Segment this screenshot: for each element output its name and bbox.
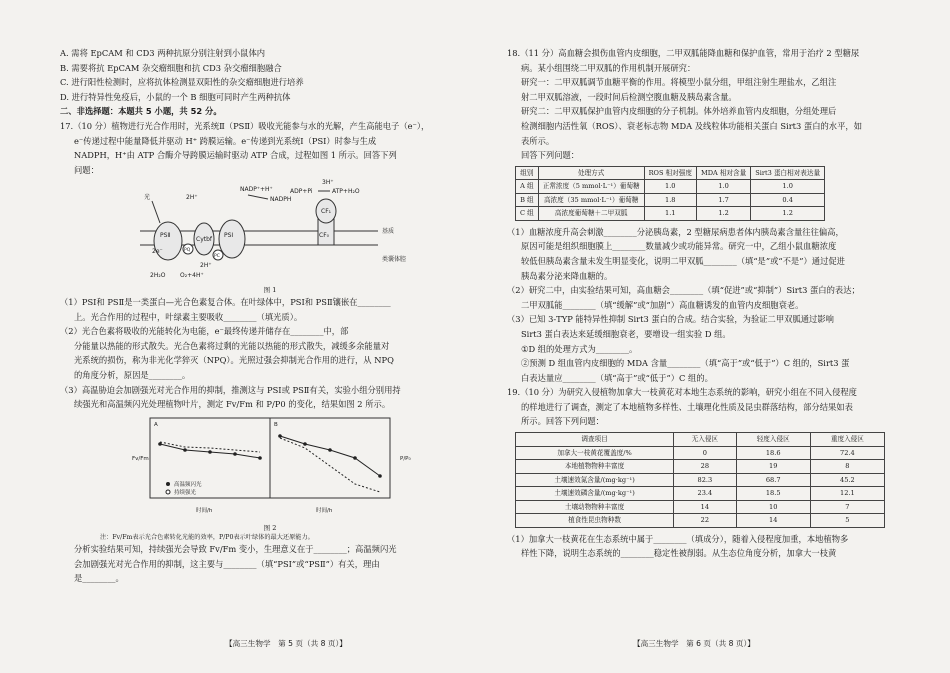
fig2-ylabel-right: P/P₀ bbox=[400, 455, 411, 462]
table-header-row bbox=[516, 433, 885, 447]
table-cell: 1.8 bbox=[644, 193, 696, 207]
table-cell: 0.4 bbox=[751, 193, 825, 207]
q18-1-line4: 胰岛素分泌来降血糖的。 bbox=[521, 270, 613, 281]
q17-2-line1: （2）光合色素将吸收的光能转化为电能，e⁻最终传递并储存在________中，部 bbox=[60, 326, 349, 337]
table-cell: 68.7 bbox=[736, 473, 810, 487]
q17-2-line4: 的角度分析，原因是________。 bbox=[74, 369, 191, 380]
fig2-legend-strong: 持续强光 bbox=[174, 489, 197, 496]
table-header: 组别 bbox=[516, 166, 539, 180]
q17-stem-4: 问题： bbox=[74, 164, 99, 175]
q18-3-line4: ②预测 D 组血管内皮细胞的 MDA 含量________（填“高于”或“低于”）C 组的，Sirt3 蛋 bbox=[521, 358, 850, 369]
q17-analysis-2: 会加剧强光对光合作用的抑制，这主要与________（填“PSⅠ”或“PSⅡ”）有关，理由 bbox=[74, 558, 380, 569]
table-cell: 1.0 bbox=[644, 180, 696, 194]
table-cell: 1.2 bbox=[751, 207, 825, 221]
table-cell: 23.4 bbox=[674, 487, 737, 501]
table-cell: 22 bbox=[674, 514, 737, 528]
fig1-3h-label: 3H⁺ bbox=[322, 179, 334, 187]
q17-stem-2: e⁻传递过程中能量降低并驱动 H⁺ 跨膜运输。e⁻传递到光系统Ⅰ（PSⅠ）时参与生成 bbox=[74, 135, 377, 146]
table-cell: 土壤动物物种丰富度 bbox=[516, 500, 674, 514]
q17-1-line2: 上。光合作用的过程中，叶绿素主要吸收________（填光质）。 bbox=[74, 311, 303, 322]
q18-stem-2: 病。某小组围绕二甲双胍的作用机制开展研究： bbox=[521, 62, 696, 73]
table-cell: 19 bbox=[736, 460, 810, 474]
table-header-row bbox=[516, 166, 825, 180]
table-row bbox=[516, 460, 885, 474]
table-row bbox=[516, 514, 885, 528]
table-row bbox=[516, 193, 825, 207]
fig1-stroma-label: 基质 bbox=[382, 228, 395, 236]
section-heading: 二、非选择题：本题共 5 小题，共 52 分。 bbox=[60, 106, 222, 117]
q18-stem-8: 回答下列问题： bbox=[521, 150, 580, 161]
q18-1-line2: 原因可能是组织细胞膜上________数量减少或功能异常。研究一中，乙组小鼠血糖浓度 bbox=[521, 241, 837, 252]
table-cell: 8 bbox=[810, 460, 884, 474]
fig1-h-top: 2H⁺ bbox=[186, 194, 198, 202]
q17-stem-3: NADPH，H⁺由 ATP 合酶介导跨膜运输时驱动 ATP 合成，过程如图 1 所示。回答下列 bbox=[74, 150, 397, 161]
figure-1-caption: 图 1 bbox=[263, 285, 277, 294]
table-cell: 18.6 bbox=[736, 446, 810, 460]
table-cell: 45.2 bbox=[810, 473, 884, 487]
fig2-panel-a: A bbox=[154, 421, 158, 428]
fig1-o2-label: O₂+4H⁺ bbox=[180, 272, 204, 280]
table-header: 重度入侵区 bbox=[810, 433, 884, 447]
table-cell: 0 bbox=[674, 446, 737, 460]
fig1-lumen-label: 类囊体腔 bbox=[382, 256, 407, 264]
table-cell: 土壤速效磷含量/(mg·kg⁻¹) bbox=[516, 487, 674, 501]
q18-3-line1: （3）已知 3-TYP 能特异性抑制 Sirt3 蛋白的合成。结合实验，为验证二甲双胍通过影响 bbox=[507, 314, 834, 325]
q18-1-line1: （1）血糖浓度升高会刺激________分泌胰岛素，2 型糖尿病患者体内胰岛素含量往往偏高， bbox=[507, 226, 844, 237]
fig2-xlabel-a: 时间/h bbox=[196, 507, 213, 514]
fig1-ps2-label: PSⅡ bbox=[160, 232, 171, 240]
table-cell: 18.5 bbox=[736, 487, 810, 501]
q19-1-line1: （1）加拿大一枝黄花在生态系统中属于________（填成分），随着入侵程度加重，本地植物多 bbox=[507, 533, 849, 544]
fig2-ylabel-left: Fv/Fm bbox=[132, 455, 149, 462]
table-cell: 28 bbox=[674, 460, 737, 474]
figure-1-diagram bbox=[60, 179, 480, 281]
table-cell: 7 bbox=[810, 500, 884, 514]
q17-3-line2: 续强光和高温频闪光处理植物叶片，测定 Fv/Fm 和 P/P0 的变化，结果如图 2 所示。 bbox=[74, 399, 391, 410]
fig1-pq-label: PQ bbox=[184, 248, 191, 254]
table-row bbox=[516, 500, 885, 514]
table-header: MDA 相对含量 bbox=[696, 166, 750, 180]
fig1-cytbf-label: Cytbf bbox=[196, 236, 213, 244]
table-row bbox=[516, 207, 825, 221]
q17-2-line3: 光系统的损伤，称为非光化学猝灭（NPQ）。光照过强会抑制光合作用的进行，从 NPQ bbox=[74, 355, 394, 366]
table-cell: 高浓度（35 mmol·L⁻¹）葡萄糖 bbox=[538, 193, 644, 207]
table-cell: 本地植物物种丰富度 bbox=[516, 460, 674, 474]
table-cell: 加拿大一枝黄花覆盖度/% bbox=[516, 446, 674, 460]
page-footer-left: 【高三生物学 第 5 页（共 8 页）】 bbox=[225, 639, 347, 648]
table-cell: 高浓度葡萄糖＋二甲双胍 bbox=[538, 207, 644, 221]
q19-1-line2: 样性下降，说明生态系统的________稳定性被削弱。从生态位角度分析，加拿大一枝黄 bbox=[521, 548, 837, 559]
option-a: A. 需将 EpCAM 和 CD3 两种抗原分别注射到小鼠体内 bbox=[60, 48, 266, 58]
table-cell: 12.1 bbox=[810, 487, 884, 501]
fig1-cf0-label: CF₀ bbox=[319, 232, 330, 240]
q17-3-line1: （3）高温胁迫会加剧强光对光合作用的抑制，推测这与 PSⅠ或 PSⅡ有关，实验小组分别用持 bbox=[60, 384, 401, 395]
q18-stem-4: 射二甲双胍溶液，一段时间后检测空腹血糖及胰岛素含量。 bbox=[521, 91, 737, 102]
q17-2-line2: 分能量以热能的形式散失。光合色素将过剩的光能以热能的形式散失，减缓多余能量对 bbox=[74, 340, 390, 351]
table-row bbox=[516, 487, 885, 501]
q18-3-line5: 白表达量应________（填“高于”或“低于”）C 组的。 bbox=[521, 372, 713, 383]
fig1-ps1-label: PSⅠ bbox=[224, 232, 234, 240]
table-cell: 植食性昆虫物种数 bbox=[516, 514, 674, 528]
option-c: C. 进行阳性检测时，应将抗体检测显双阳性的杂交瘤细胞进行培养 bbox=[60, 77, 304, 88]
q18-3-line3: ①D 组的处理方式为________。 bbox=[521, 343, 638, 354]
table-cell: 1.2 bbox=[696, 207, 750, 221]
q19-table bbox=[515, 432, 885, 528]
q18-stem-7: 表所示。 bbox=[521, 135, 555, 146]
fig2-xlabel-b: 时间/h bbox=[316, 507, 333, 514]
figure-2-chart bbox=[60, 414, 480, 518]
table-header: ROS 相对强度 bbox=[644, 166, 696, 180]
table-cell: 正常浓度（5 mmol·L⁻¹）葡萄糖 bbox=[538, 180, 644, 194]
table-cell: 1.0 bbox=[696, 180, 750, 194]
table-cell: A 组 bbox=[516, 180, 539, 194]
q18-1-line3: 较低但胰岛素含量未发生明显变化，说明二甲双胍________（填“是”或“不是”）通过促进 bbox=[521, 255, 845, 266]
fig1-cf1-label: CF₁ bbox=[321, 208, 332, 216]
table-cell: 14 bbox=[736, 514, 810, 528]
table-cell: C 组 bbox=[516, 207, 539, 221]
table-cell: 1.7 bbox=[696, 193, 750, 207]
fig1-nadph-label: NADPH bbox=[270, 196, 292, 204]
q18-stem-3: 研究一：二甲双胍调节血糖平衡的作用。将模型小鼠分组，甲组注射生理盐水，乙组注 bbox=[521, 77, 837, 88]
fig1-e-label: 2e⁻ bbox=[152, 248, 163, 256]
fig1-atp-label: ATP+H₂O bbox=[332, 188, 360, 196]
q17-analysis-3: 是________。 bbox=[74, 573, 124, 584]
table-header: Sirt3 蛋白相对表达量 bbox=[751, 166, 825, 180]
q18-stem-1: 18.（11 分）高血糖会损伤血管内皮细胞，二甲双胍能降血糖和保护血管，常用于治疗 2 型糖尿 bbox=[507, 48, 860, 58]
table-cell: 5 bbox=[810, 514, 884, 528]
table-row bbox=[516, 446, 885, 460]
q18-2-line2: 二甲双胍能________（填“缓解”或“加剧”）高血糖诱发的血管内皮细胞衰老。 bbox=[521, 299, 804, 310]
table-cell: B 组 bbox=[516, 193, 539, 207]
table-row bbox=[516, 180, 825, 194]
table-header: 轻度入侵区 bbox=[736, 433, 810, 447]
figure-2-note: 注：Fv/Fm表示光合色素转化光能的效率，P/P0表示叶绿体的最大还原能力。 bbox=[100, 534, 314, 542]
table-cell: 1.1 bbox=[644, 207, 696, 221]
fig1-pc-label: PC bbox=[214, 254, 220, 260]
q18-2-line1: （2）研究二中，由实验结果可知，高血糖会________（填“促进”或“抑制”）Sirt3 蛋白的表达； bbox=[507, 285, 860, 296]
q19-stem-3: 所示。回答下列问题： bbox=[521, 416, 604, 427]
q18-table bbox=[515, 166, 825, 221]
table-cell: 1.0 bbox=[751, 180, 825, 194]
fig1-nadp-label: NADP⁺+H⁺ bbox=[240, 186, 273, 194]
q17-1-line1: （1）PSⅠ和 PSⅡ是一类蛋白—光合色素复合体。在叶绿体中，PSⅠ和 PSⅡ镶嵌在________ bbox=[60, 296, 391, 307]
q19-stem-1: 19.（10 分）为研究入侵植物加拿大一枝黄花对本地生态系统的影响，研究小组在不同入侵程度 bbox=[507, 387, 857, 398]
table-header: 处理方式 bbox=[538, 166, 644, 180]
table-row bbox=[516, 473, 885, 487]
table-cell: 土壤速效氮含量/(mg·kg⁻¹) bbox=[516, 473, 674, 487]
q17-analysis-1: 分析实验结果可知，持续强光会导致 Fv/Fm 变小，生理意义在于________；高温频闪光 bbox=[74, 544, 397, 555]
page-footer-right: 【高三生物学 第 6 页（共 8 页）】 bbox=[633, 639, 755, 648]
option-b: B. 需要将抗 EpCAM 杂交瘤细胞和抗 CD3 杂交瘤细胞融合 bbox=[60, 62, 282, 73]
right-column bbox=[507, 46, 897, 561]
left-column bbox=[60, 46, 480, 586]
table-cell: 14 bbox=[674, 500, 737, 514]
table-header: 无入侵区 bbox=[674, 433, 737, 447]
fig1-light-label: 光 bbox=[144, 194, 151, 202]
figure-2-caption: 图 2 bbox=[263, 524, 277, 533]
fig2-panel-b: B bbox=[274, 421, 278, 428]
table-cell: 10 bbox=[736, 500, 810, 514]
q17-stem-1: 17.（10 分）植物进行光合作用时，光系统Ⅱ（PSⅡ）吸收光能参与水的光解，产生高能电子（e⁻）， bbox=[60, 120, 430, 131]
q19-stem-2: 的样地进行了调查，测定了本地植物多样性、土壤理化性质及昆虫群落结构，部分结果如表 bbox=[521, 401, 853, 412]
fig1-adp-label: ADP+Pi bbox=[290, 188, 313, 196]
fig2-legend-hot: 高温频闪光 bbox=[174, 481, 202, 488]
fig1-water-label: 2H₂O bbox=[150, 272, 166, 280]
option-d: D. 进行特异性免疫后，小鼠的一个 B 细胞可同时产生两种抗体 bbox=[60, 91, 291, 102]
fig1-h2b-label: 2H⁺ bbox=[200, 262, 212, 270]
table-cell: 82.3 bbox=[674, 473, 737, 487]
table-cell: 72.4 bbox=[810, 446, 884, 460]
table-header: 调查项目 bbox=[516, 433, 674, 447]
q18-stem-5: 研究二：二甲双胍保护血管内皮细胞的分子机制。体外培养血管内皮细胞，分组处理后 bbox=[521, 106, 837, 117]
q18-stem-6: 检测细胞内活性氧（ROS）、衰老标志物 MDA 及线粒体功能相关蛋白 Sirt3 蛋白的水平，如 bbox=[521, 120, 862, 131]
q18-3-line2: Sirt3 蛋白表达来延缓细胞衰老，要增设一组实验 D 组。 bbox=[521, 328, 731, 339]
